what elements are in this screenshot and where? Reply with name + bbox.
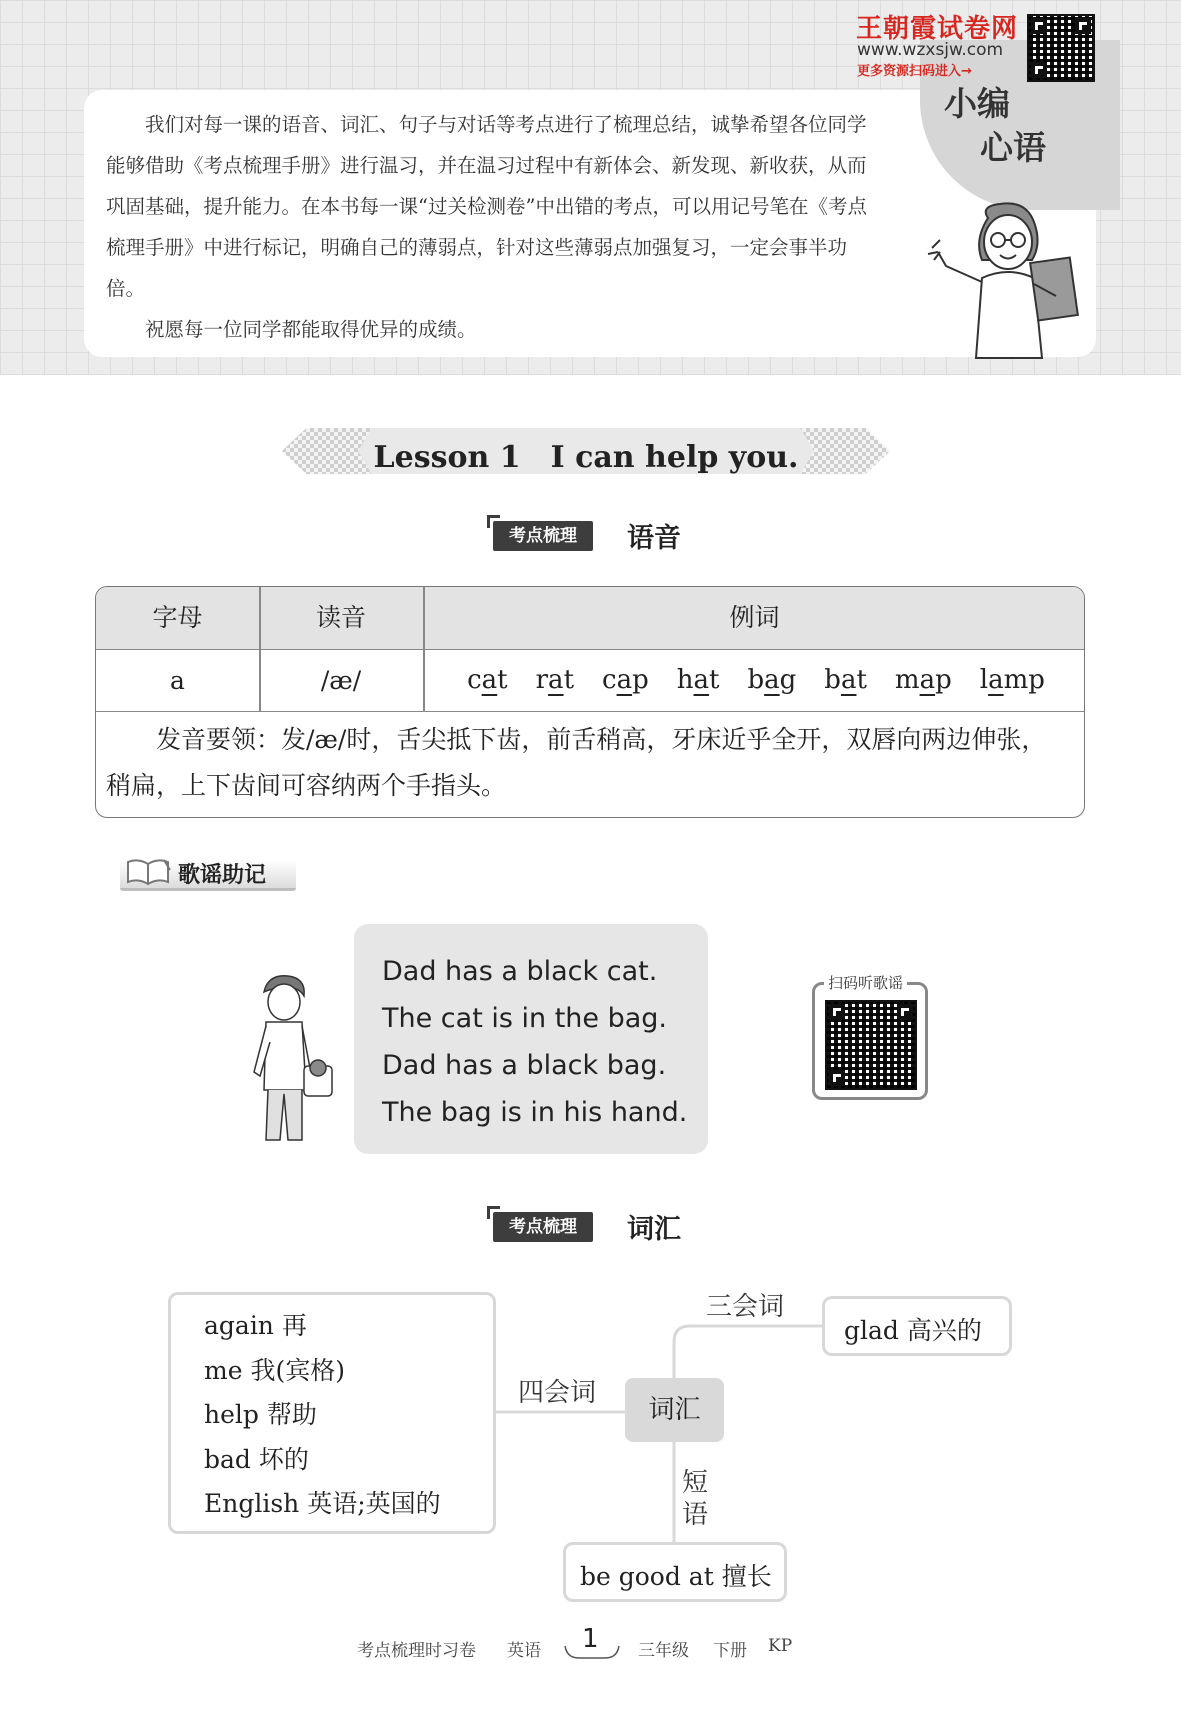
footer-series: 考点梳理时习卷 bbox=[357, 1641, 476, 1661]
lesson-title: Lesson 1 I can help you. bbox=[373, 440, 799, 475]
lyric-line: Dad has a black bag. bbox=[382, 1050, 667, 1081]
cell-letter: a bbox=[170, 666, 185, 695]
phrase-item: be good at 擅长 bbox=[580, 1562, 772, 1591]
target-vowel: a bbox=[616, 665, 633, 695]
brand-title: 王朝霞试卷网 bbox=[856, 14, 1019, 44]
example-word: cat bbox=[467, 665, 508, 695]
header-examples: 例词 bbox=[729, 603, 780, 632]
target-vowel: a bbox=[693, 665, 710, 695]
brand-url[interactable]: www.wzxsjw.com bbox=[857, 40, 1004, 60]
vocab-center-node: 词汇 bbox=[625, 1378, 724, 1442]
cell-sound: /æ/ bbox=[320, 666, 362, 695]
example-word: bat bbox=[824, 665, 867, 695]
list-item: help 帮助 bbox=[204, 1400, 317, 1429]
lyric-line: The cat is in the bag. bbox=[382, 1003, 668, 1034]
example-word: bag bbox=[747, 665, 797, 695]
lyric-line: The bag is in his hand. bbox=[382, 1097, 688, 1128]
intro-paragraph-1: 我们对每一课的语音、词汇、句子与对话等考点进行了梳理总结，诚挚希望各位同学能够借助《考点梳理手册》进行温习，并在温习过程中有新体会、新发现、新收获，从而巩固基础，提升能力。在本书每一课“过关检测卷”中出错的考点，可以用记号笔在《考点梳理手册》中进行标记，明确自己的薄弱点，针对这些薄弱点加强复习，一定会事半功倍。 bbox=[106, 113, 867, 300]
section-heading-vocab: 词汇 bbox=[627, 1214, 681, 1245]
example-word: hat bbox=[676, 665, 720, 695]
footer-volume: 下册 bbox=[713, 1641, 747, 1661]
list-item: again 再 bbox=[204, 1311, 307, 1340]
intro-paragraph-2: 祝愿每一位同学都能取得优异的成绩。 bbox=[145, 318, 477, 341]
target-vowel: a bbox=[548, 665, 564, 695]
phrase-label-char1: 短 bbox=[682, 1468, 709, 1498]
section-tag-phonics: 考点梳理 bbox=[493, 521, 593, 551]
editor-note-title-line1: 小编 bbox=[944, 84, 1010, 123]
header-letter: 字母 bbox=[152, 603, 203, 632]
pronunciation-tip: 发音要领：发/æ/时，舌尖抵下齿，前舌稍高，牙床近乎全开，双唇向两边伸张，稍扁，上下齿间可容纳两个手指头。 bbox=[106, 725, 1047, 800]
song-qr-label: 扫码听歌谣 bbox=[824, 972, 907, 993]
target-vowel: a bbox=[481, 665, 498, 695]
example-word: lamp bbox=[979, 665, 1045, 695]
phrase-label-char2: 语 bbox=[682, 1500, 709, 1530]
header-sound: 读音 bbox=[315, 603, 366, 632]
example-word: rat bbox=[535, 665, 575, 695]
section-heading-phonics: 语音 bbox=[627, 523, 681, 554]
target-vowel: a bbox=[764, 665, 780, 695]
section-tag-vocab: 考点梳理 bbox=[493, 1212, 593, 1242]
footer-grade: 三年级 bbox=[638, 1641, 689, 1661]
lyric-line: Dad has a black cat. bbox=[382, 956, 658, 987]
brand-tip: 更多资源扫码进入→ bbox=[857, 64, 972, 79]
footer-edition: KP bbox=[768, 1636, 793, 1656]
example-word: map bbox=[894, 665, 952, 695]
three-skill-label: 三会词 bbox=[706, 1292, 785, 1322]
target-vowel: a bbox=[840, 665, 857, 695]
four-skill-word-list bbox=[204, 1304, 441, 1527]
page-number: 1 bbox=[582, 1624, 599, 1654]
target-vowel: a bbox=[988, 665, 1004, 695]
example-word: cap bbox=[602, 665, 649, 695]
list-item: bad 坏的 bbox=[204, 1444, 309, 1474]
list-item: English 英语;英国的 bbox=[204, 1489, 441, 1518]
list-item: me 我(宾格) bbox=[204, 1355, 345, 1385]
editor-note-title-line2: 心语 bbox=[980, 128, 1046, 167]
target-vowel: a bbox=[919, 665, 936, 695]
four-skill-label: 四会词 bbox=[518, 1378, 597, 1408]
three-skill-word: glad 高兴的 bbox=[844, 1316, 982, 1345]
song-label: 歌谣助记 bbox=[178, 863, 267, 888]
footer-subject: 英语 bbox=[507, 1641, 541, 1661]
